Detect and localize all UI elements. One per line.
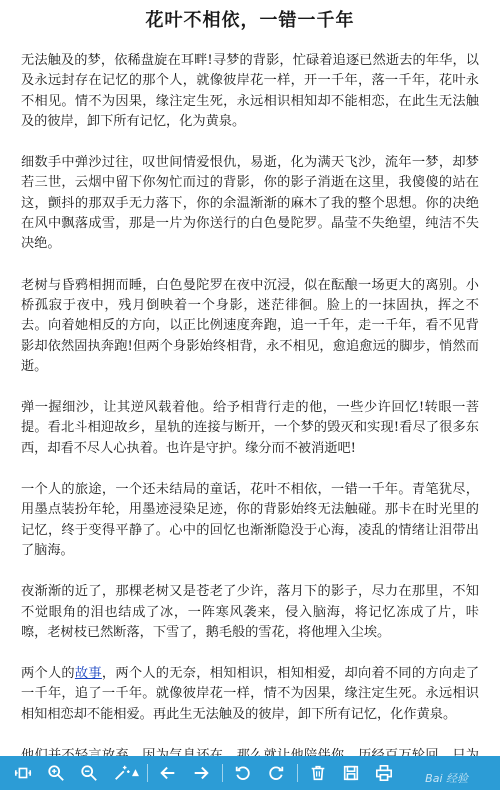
rotate-left-button[interactable] <box>227 759 260 787</box>
toolbar-divider <box>222 764 223 782</box>
zoom-out-icon <box>80 764 98 782</box>
previous-button[interactable] <box>152 759 185 787</box>
paragraph-5: 一个人的旅途，一个还未结局的童话，花叶不相依，一错一千年。青笔犹尽，用墨点装扮年轮，用墨迹浸染足迹，你的背影始终无法触碰。那卡在时光里的记忆，终于变得平静了。心中的回忆也渐渐隐没于心海，凌乱的情绪让泪带出了脑海。 <box>21 482 479 558</box>
rotate-left-icon <box>234 764 252 782</box>
viewer-toolbar <box>0 756 500 790</box>
zoom-in-button[interactable] <box>39 759 72 787</box>
delete-button[interactable] <box>302 759 335 787</box>
toolbar-divider <box>147 764 148 782</box>
paragraph-3: 老树与昏鸦相拥而睡，白色曼陀罗在夜中沉浸，似在酝酿一场更大的离别。小桥孤寂于夜中，残月倒映着一个身影，迷茫徘徊。脸上的一抹固执，挥之不去。向着她相反的方向，以正比例速度奔跑，追一千年，走一千年，看不见背影却依然固执奔跑!但两个身影始终相背，永不相见，愈追愈远的脚步，悄然而逝。 <box>21 277 479 374</box>
magic-wand-icon <box>113 764 131 782</box>
paragraph-4: 弹一握细沙，让其逆风载着他。给予相背行走的他，一些少许回忆!转眼一菩提。看北斗相迎故乡，星轨的连接与断开，一个梦的毁灭和实现!看尽了很多东西，却看不尽人心执着。也许是守护。缘分而不被消逝吧! <box>21 400 479 456</box>
paragraph-7-text-start: 两个人的 <box>21 666 75 682</box>
fit-screen-button[interactable] <box>6 759 39 787</box>
print-button[interactable] <box>368 759 401 787</box>
story-link[interactable]: 故事 <box>74 666 102 682</box>
previous-arrow-icon <box>159 764 177 782</box>
fit-screen-icon <box>14 764 32 782</box>
delete-icon <box>309 764 327 782</box>
wand-options-caret[interactable]: ▲ <box>132 768 139 778</box>
save-icon <box>342 764 360 782</box>
print-icon <box>375 764 393 782</box>
paragraph-2: 细数手中弹沙过往，叹世间情爱恨仇，易逝，化为满天飞沙，流年一梦，却梦若三世，云烟中留下你匆忙而过的背影，你的影子消逝在这里，我傻傻的站在这，颤抖的那双手无力落下，你的余温渐渐的麻木了我的整个思想。你的决绝在风中飘落成雪，那是一片为你送行的白色曼陀罗。晶莹不失绝望，纯洁不失决绝。 <box>21 155 479 252</box>
save-button[interactable] <box>335 759 368 787</box>
next-button[interactable] <box>185 759 218 787</box>
article-title: 花叶不相依，一错一千年 <box>145 10 355 31</box>
rotate-right-icon <box>267 764 285 782</box>
paragraph-6: 夜渐渐的近了，那棵老树又是苍老了少许，落月下的影子，尽力在那里，不知不觉眼角的泪也结成了冰，一阵寒风袭来，侵入脑海，将记忆冻成了片，咔嚓，老树枝已然断落，下雪了，鹅毛般的雪花，将他埋入尘埃。 <box>21 584 479 640</box>
next-arrow-icon <box>192 764 210 782</box>
zoom-in-icon <box>47 764 65 782</box>
rotate-right-button[interactable] <box>260 759 293 787</box>
paragraph-1: 无法触及的梦，依稀盘旋在耳畔!寻梦的背影，忙碌着追逐已然逝去的年华，以及永远封存在记忆的那个人，就像彼岸花一样，开一千年，落一千年，花叶永不相见。情不为因果，缘注定生死，永远相识相知却不能相恋，在此生无法触及的彼岸，卸下所有记忆，化为黄泉。 <box>21 53 479 129</box>
paragraph-7-text-end: ，两个人的无奈，相知相识，相知相爱，却向着不同的方向走了一千年，追了一千年。就像彼岸花一样，情不为因果，缘注定生死。永远相识相知相恋却不能相爱。再此生无法触及的彼岸，卸下所有记忆，化作黄泉。 <box>21 666 480 722</box>
toolbar-divider <box>297 764 298 782</box>
watermark-text: Bai 经验 <box>425 772 468 785</box>
zoom-out-button[interactable] <box>72 759 105 787</box>
paragraph-7 <box>21 664 479 725</box>
